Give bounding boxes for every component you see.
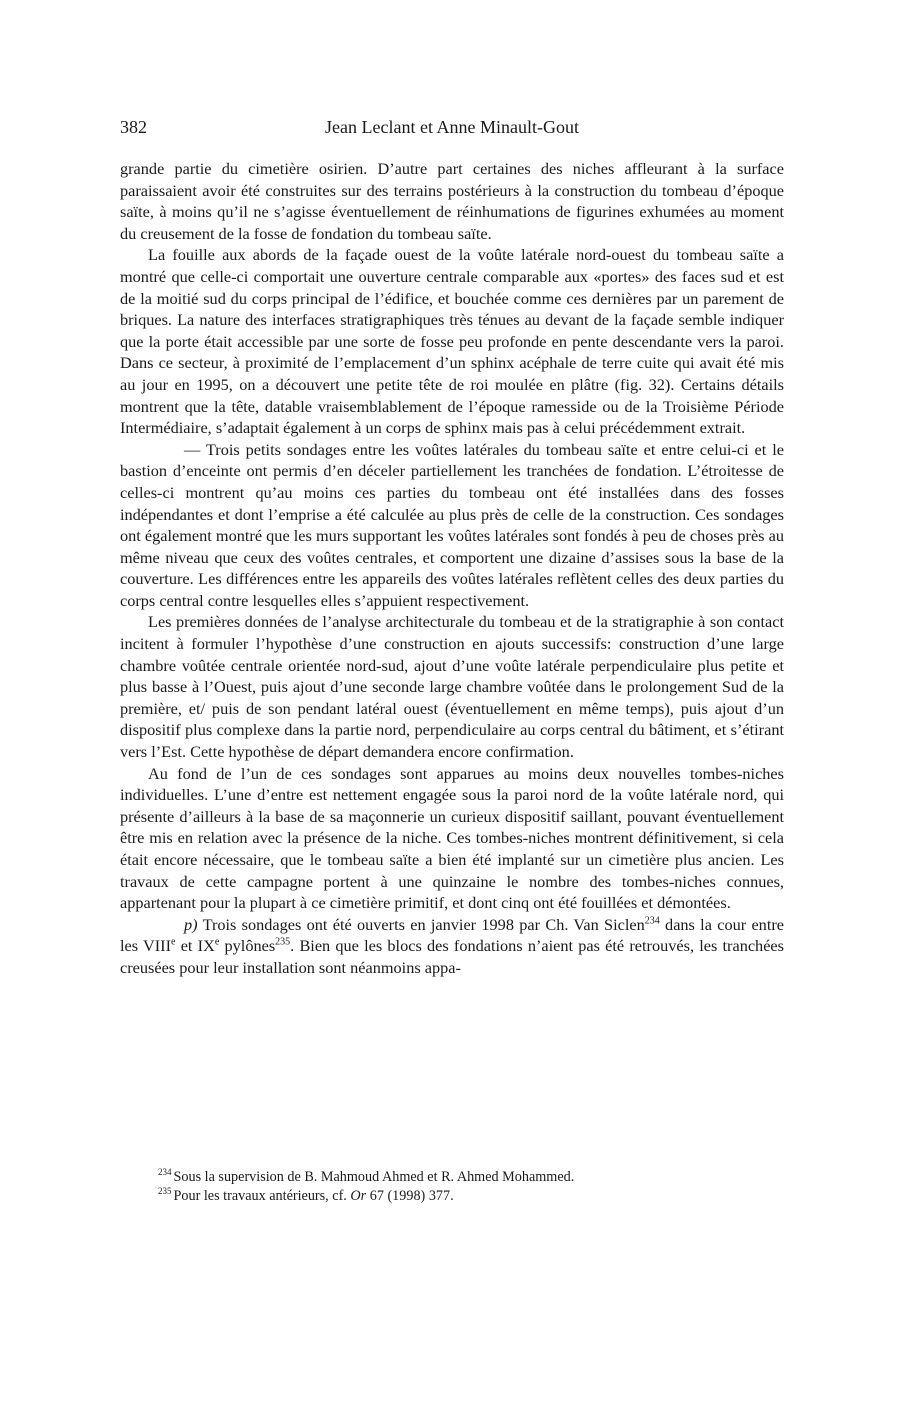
running-title: Jean Leclant et Anne Minault-Gout [325,117,579,137]
paragraph-6-part-d: pylônes [219,936,276,956]
paragraph-4: Les premières données de l’analyse architecturale du tombeau et de la stratigraphie à son contact incitent à formuler l’hypothèse d’une construction en ajouts successifs: construction d’une large chambre voûtée centrale orientée nord-sud, ajout d’une voûte latérale perpendiculaire plus petite et plus basse à l’Ouest, puis ajout d’une seconde large chambre voûtée dans le prolongement Sud de la première, et/ puis de son pendant latéral ouest (éventuellement en même temps), puis ajout d’un dispositif plus complexe dans la partie nord, perpendiculaire au corps central du bâtiment, et s’étirant vers l’Est. Cette hypothèse de départ demandera encore confirmation. [120,612,784,762]
superscript-e: e [214,936,220,948]
paragraph-6 [120,914,784,979]
paragraph-3: — Trois petits sondages entre les voûtes latérales du tombeau saïte et entre celui-ci et le bastion d’enceinte ont permis d’en déceler partiellement les tranchées de fondation. L’étroitesse de celles-ci montrent qu’au moins ces parties du tombeau ont été installées dans des fosses indépendantes et dont l’emprise a été calculée au plus près de celle de la construction. Ces sondages ont également montré que les murs supportant les voûtes latérales sont fondés à peu de choses près au même niveau que ceux des voûtes centrales, et comportent une dizaine d’assises sous la base de la couverture. Les différences entre les appareils des voûtes latérales reflètent celles des deux parties du corps central contre lesquelles elles s’appuient respectivement. [120,439,784,610]
footnotes [158,1168,778,1206]
paragraph-5: Au fond de l’un de ces sondages sont apparues au moins deux nouvelles tombes-niches individuelles. L’une d’entre est nettement engagée sous la paroi nord de la voûte latérale nord, qui présente d’ailleurs à la base de sa maçonnerie un curieux dispositif saillant, pouvant éventuellement être mis en relation avec la présence de la niche. Ces tombes-niches montrent définitivement, si cela était encore nécessaire, que le tombeau saïte a bien été implanté sur un cimetière plus ancien. Les travaux de cette campagne portent à une quinzaine le nombre des tombes-niches connues, appartenant pour la plupart à ce cimetière primitif, et dont cinq ont été fouillées et démontées. [120,763,784,913]
footnote-text: Sous la supervision de B. Mahmoud Ahmed et R. Ahmed Mohammed. [173,1169,575,1185]
paragraph-6-part-b: dans la cour entre les VIII [120,914,784,956]
footnote-text: Pour les travaux antérieurs, cf. [173,1188,351,1204]
page-number: 382 [120,117,147,137]
footnote-ref-235[interactable]: 235 [275,936,291,948]
body-text [120,158,784,979]
paragraph-1: grande partie du cimetière osirien. D’autre part certaines des niches affleurant à la surface paraissaient avoir été construites sur des terrains postérieurs à la construction du tombeau d’époque saïte, à moins qu’il ne s’agisse éventuellement de réinhumations de figurines exhumées au moment du creusement de la fosse de fondation du tombeau saïte. [120,159,784,243]
journal-abbreviation: Or [350,1188,367,1204]
footnote-234 [158,1168,778,1187]
footnote-mark: 234 [158,1167,172,1178]
footnote-text-end: 67 (1998) 377. [366,1188,454,1204]
page [120,112,784,979]
paragraph-6-part-a: Trois sondages ont été ouverts en janvier 1998 par Ch. Van Siclen [197,914,645,934]
page-header [120,112,784,142]
footnote-ref-234[interactable]: 234 [644,915,660,927]
footnote-235 [158,1187,778,1206]
paragraph-6-part-e: . Bien que les blocs des fondations n’aient pas été retrouvés, les tranchées creusées pour leur installation sont néanmoins appa- [120,936,784,977]
footnote-mark: 235 [158,1186,172,1197]
paragraph-2: La fouille aux abords de la façade ouest de la voûte latérale nord-ouest du tombeau saïte a montré que celle-ci comportait une ouverture centrale comparable aux «portes» des faces sud et est de la moitié sud du corps principal de l’édifice, et bouchée comme ces dernières par un parement de briques. La nature des interfaces stratigraphiques très ténues au devant de la façade semble indiquer que la porte était accessible par une sorte de fosse peu profonde en pente descendante vers la paroi. Dans ce secteur, à proximité de l’emplacement d’un sphinx acéphale de terre cuite qui avait été mis au jour en 1995, on a découvert une petite tête de roi moulée en plâtre (fig. 32). Certains détails montrent que la tête, datable vraisemblablement de l’époque ramesside ou de la Troisième Période Intermédiaire, s’adaptait également à un corps de sphinx mais pas à celui précédemment extrait. [120,245,784,438]
superscript-e: e [171,936,176,948]
section-label: p) [184,914,198,934]
paragraph-6-part-c: et IX [175,936,215,956]
